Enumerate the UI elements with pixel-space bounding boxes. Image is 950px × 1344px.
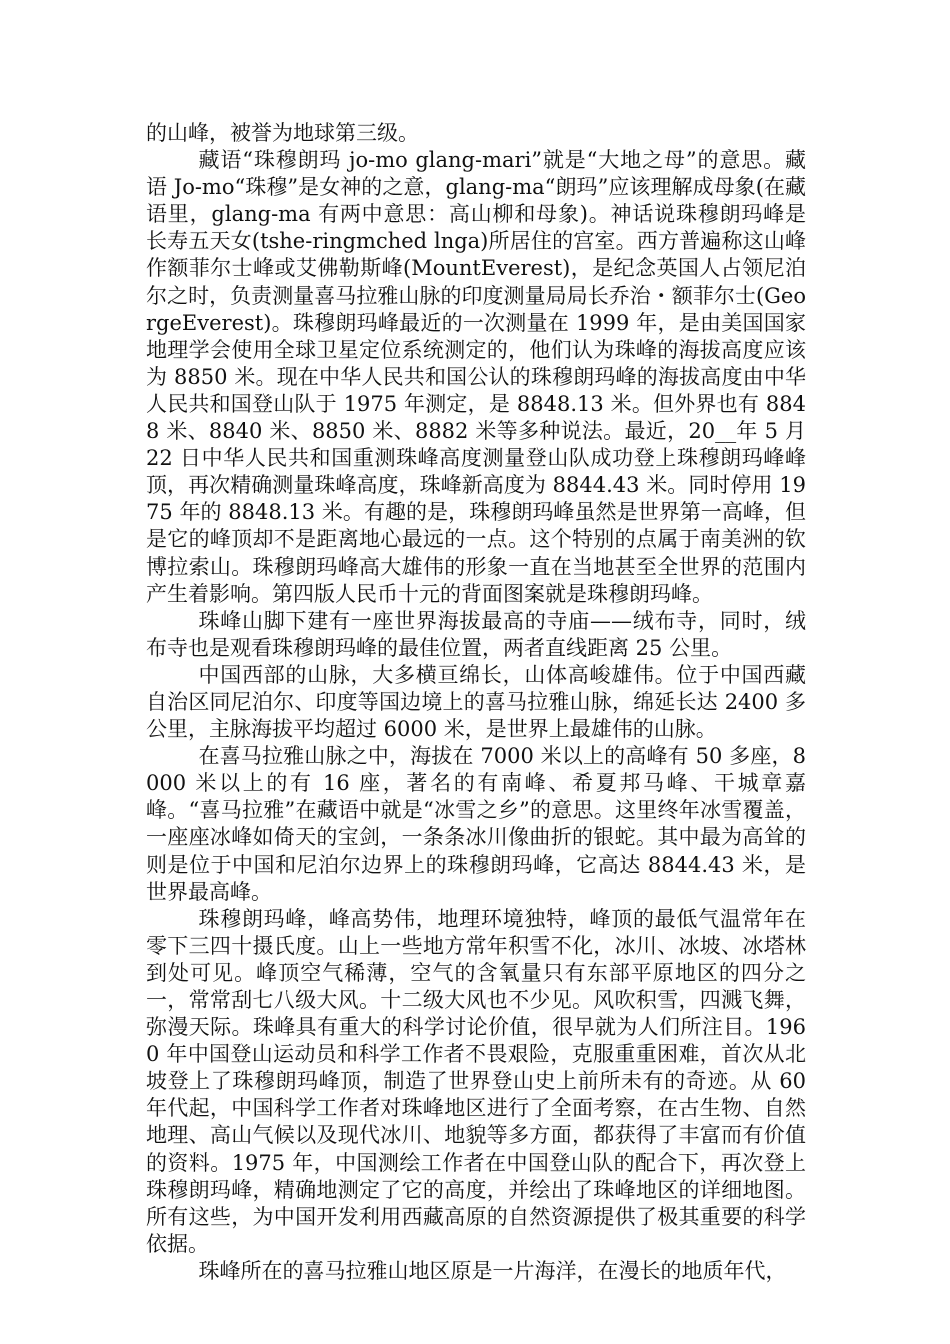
document-body xyxy=(146,120,806,1285)
paragraph-tibetan-name: 藏语“珠穆朗玛 jo-mo glang-mari”就是“大地之母”的意思。藏语 Jo-mo“珠穆”是女神的之意，glang-ma“朗玛”应该理解成母象(在藏语里，glang-ma 有两中意思：高山柳和母象)。神话说珠穆朗玛峰是长寿五天女(tshe-ringmched lnga)所居住的宫室。西方普遍称这山峰作额菲尔士峰或艾佛勒斯峰(MountEverest)，是纪念英国人占领尼泊尔之时，负责测量喜马拉雅山脉的印度测量局局长乔治・额菲尔士(GeorgeEverest)。珠穆朗玛峰最近的一次测量在 1999 年，是由美国国家地理学会使用全球卫星定位系统测定的，他们认为珠峰的海拔高度应该为 8850 米。现在中华人民共和国公认的珠穆朗玛峰的海拔高度由中华人民共和国登山队于 1975 年测定，是 8848.13 米。但外界也有 8848 米、8840 米、8850 米、8882 米等多种说法。最近，20__年 5 月 22 日中华人民共和国重测珠峰高度测量登山队成功登上珠穆朗玛峰峰顶，再次精确测量珠峰高度，珠峰新高度为 8844.43 米。同时停用 1975 年的 8848.13 米。有趣的是，珠穆朗玛峰虽然是世界第一高峰，但是它的峰顶却不是距离地心最远的一点。这个特别的点属于南美洲的钦博拉索山。珠穆朗玛峰高大雄伟的形象一直在当地甚至全世界的范围内产生着影响。第四版人民币十元的背面图案就是珠穆朗玛峰。 xyxy=(146,148,806,606)
paragraph-himalaya-peaks: 在喜马拉雅山脉之中，海拔在 7000 米以上的高峰有 50 多座，8000 米以上的有 16 座，著名的有南峰、希夏邦马峰、干城章嘉峰。“喜马拉雅”在藏语中就是“冰雪之乡”的意思。这里终年冰雪覆盖，一座座冰峰如倚天的宝剑，一条条冰川像曲折的银蛇。其中最为高耸的则是位于中国和尼泊尔边界上的珠穆朗玛峰，它高达 8844.43 米，是世界最高峰。 xyxy=(146,744,806,904)
paragraph-everest-environment: 珠穆朗玛峰，峰高势伟，地理环境独特，峰顶的最低气温常年在零下三四十摄氏度。山上一些地方常年积雪不化，冰川、冰坡、冰塔林到处可见。峰顶空气稀薄，空气的含氧量只有东部平原地区的四分之一，常常刮七八级大风。十二级大风也不少见。风吹积雪，四溅飞舞，弥漫天际。珠峰具有重大的科学讨论价值，很早就为人们所注目。1960 年中国登山运动员和科学工作者不畏艰险，克服重重困难，首次从北坡登上了珠穆朗玛峰顶，制造了世界登山史上前所未有的奇迹。从 60 年代起，中国科学工作者对珠峰地区进行了全面考察，在古生物、自然地理、高山气候以及现代冰川、地貌等多方面，都获得了丰富而有价值的资料。1975 年，中国测绘工作者在中国登山队的配合下，再次登上珠穆朗玛峰，精确地测定了它的高度，并绘出了珠峰地区的详细地图。所有这些，为中国开发利用西藏高原的自然资源提供了极其重要的科学依据。 xyxy=(146,906,806,1256)
paragraph-geological-history: 珠峰所在的喜马拉雅山地区原是一片海洋，在漫长的地质年代， xyxy=(198,1258,787,1283)
paragraph-continuation: 的山峰，被誉为地球第三级。 xyxy=(146,121,419,145)
paragraph-western-mountains: 中国西部的山脉，大多横亘绵长，山体高峻雄伟。位于中国西藏自治区同尼泊尔、印度等国边境上的喜马拉雅山脉，绵延长达 2400 多公里，主脉海拔平均超过 6000 米，是世界上最雄伟的山脉。 xyxy=(146,662,806,742)
paragraph-rongbuk-monastery: 珠峰山脚下建有一座世界海拔最高的寺庙——绒布寺，同时，绒布寺也是观看珠穆朗玛峰的最佳位置，两者直线距离 25 公里。 xyxy=(146,608,806,660)
